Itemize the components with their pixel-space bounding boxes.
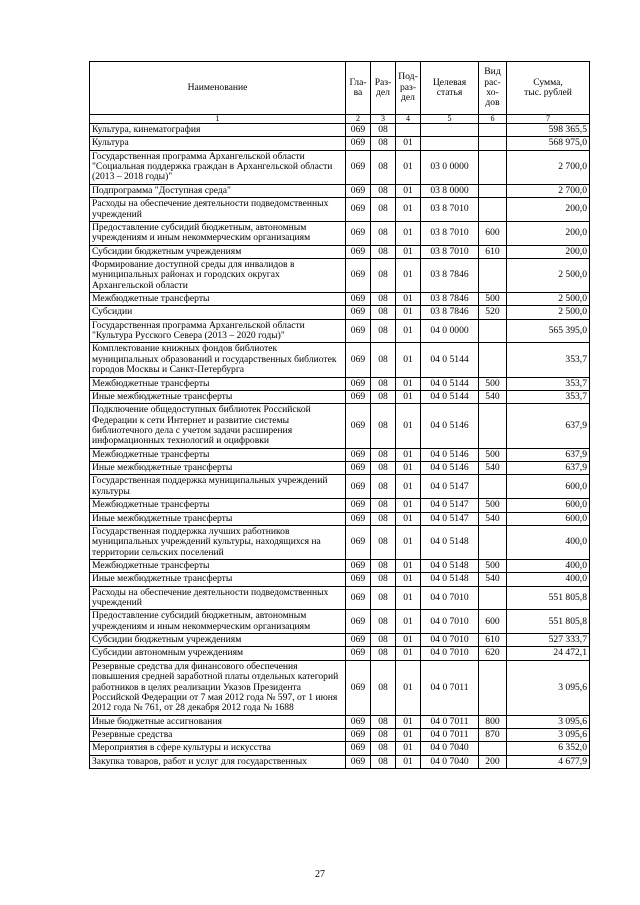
row-sum: 353,7 (507, 390, 590, 403)
row-name: Государственная программа Архангельской области "Социальная поддержка граждан в Архангельской области (2013 – 2018 годы)" (90, 150, 346, 184)
row-sum: 400,0 (507, 525, 590, 559)
row-target: 04 0 5147 (421, 475, 479, 499)
row-name: Субсидии бюджетным учреждениям (90, 634, 346, 647)
row-razdel: 08 (371, 150, 396, 184)
row-glava: 069 (346, 610, 371, 634)
row-razdel: 08 (371, 647, 396, 660)
header-sum: Сумма, тыс. рублей (507, 62, 590, 115)
row-razdel: 08 (371, 343, 396, 377)
row-podrazdel: 01 (396, 755, 421, 768)
row-name: Субсидии автономным учреждениям (90, 647, 346, 660)
row-podrazdel: 01 (396, 742, 421, 755)
row-razdel: 08 (371, 462, 396, 475)
row-glava: 069 (346, 647, 371, 660)
row-podrazdel: 01 (396, 475, 421, 499)
row-sum: 353,7 (507, 343, 590, 377)
budget-document (89, 61, 589, 769)
row-name: Резервные средства для финансового обеспечения повышения средней заработной платы отдельных категорий работников в целях реализации Указов Президента Российской Федерации от 7 мая 2012 года № 597, от 1 июня 2012 года № 761, от 28 декабря 2012 года № 1688 (90, 660, 346, 715)
table-row (90, 610, 590, 634)
row-glava: 069 (346, 184, 371, 197)
row-target: 03 8 7010 (421, 221, 479, 245)
row-glava: 069 (346, 475, 371, 499)
row-sum: 2 500,0 (507, 258, 590, 292)
row-vid (479, 525, 507, 559)
row-vid: 540 (479, 512, 507, 525)
row-razdel: 08 (371, 390, 396, 403)
row-target: 04 0 5147 (421, 512, 479, 525)
row-vid (479, 124, 507, 137)
table-row (90, 306, 590, 319)
row-glava: 069 (346, 258, 371, 292)
column-number-row (90, 115, 590, 124)
row-vid (479, 137, 507, 150)
row-glava: 069 (346, 512, 371, 525)
table-row (90, 462, 590, 475)
row-glava: 069 (346, 634, 371, 647)
row-razdel: 08 (371, 404, 396, 448)
row-name: Предоставление субсидий бюджетным, автономным учреждениям и иным некоммерческим организациям (90, 610, 346, 634)
row-target: 04 0 5148 (421, 573, 479, 586)
header-vid: Вид рас- хо- дов (479, 62, 507, 115)
row-name: Расходы на обеспечение деятельности подведомственных учреждений (90, 198, 346, 222)
table-row (90, 634, 590, 647)
table-row (90, 390, 590, 403)
row-sum: 565 395,0 (507, 319, 590, 343)
table-row (90, 647, 590, 660)
row-name: Предоставление субсидий бюджетным, автономным учреждениям и иным некоммерческим организациям (90, 221, 346, 245)
row-sum: 353,7 (507, 377, 590, 390)
row-target (421, 137, 479, 150)
row-podrazdel (396, 124, 421, 137)
table-row (90, 377, 590, 390)
row-target: 03 8 7010 (421, 245, 479, 258)
row-podrazdel: 01 (396, 343, 421, 377)
row-podrazdel: 01 (396, 319, 421, 343)
row-glava: 069 (346, 742, 371, 755)
row-sum: 637,9 (507, 448, 590, 461)
row-target: 04 0 7011 (421, 660, 479, 715)
row-vid (479, 475, 507, 499)
row-target: 04 0 7040 (421, 755, 479, 768)
row-sum: 551 805,8 (507, 610, 590, 634)
row-glava: 069 (346, 293, 371, 306)
table-row (90, 293, 590, 306)
row-sum: 600,0 (507, 512, 590, 525)
row-sum: 600,0 (507, 475, 590, 499)
row-razdel: 08 (371, 124, 396, 137)
row-name: Иные бюджетные ассигнования (90, 715, 346, 728)
row-sum: 527 333,7 (507, 634, 590, 647)
row-vid (479, 319, 507, 343)
row-sum: 600,0 (507, 499, 590, 512)
row-name: Мероприятия в сфере культуры и искусства (90, 742, 346, 755)
row-sum: 400,0 (507, 559, 590, 572)
row-target: 04 0 5147 (421, 499, 479, 512)
row-razdel: 08 (371, 198, 396, 222)
row-vid (479, 404, 507, 448)
row-sum: 637,9 (507, 404, 590, 448)
row-podrazdel: 01 (396, 448, 421, 461)
table-row (90, 755, 590, 768)
row-podrazdel: 01 (396, 573, 421, 586)
row-razdel: 08 (371, 319, 396, 343)
row-razdel: 08 (371, 586, 396, 610)
row-vid: 540 (479, 573, 507, 586)
row-target: 04 0 5148 (421, 525, 479, 559)
row-razdel: 08 (371, 448, 396, 461)
row-target: 04 0 7040 (421, 742, 479, 755)
row-sum: 637,9 (507, 462, 590, 475)
table-row (90, 573, 590, 586)
row-vid: 500 (479, 559, 507, 572)
row-vid: 540 (479, 462, 507, 475)
table-row (90, 499, 590, 512)
row-glava: 069 (346, 586, 371, 610)
budget-table (89, 61, 590, 769)
row-podrazdel: 01 (396, 184, 421, 197)
row-sum: 200,0 (507, 198, 590, 222)
row-vid (479, 198, 507, 222)
row-target: 04 0 5144 (421, 343, 479, 377)
row-vid (479, 150, 507, 184)
row-vid: 610 (479, 634, 507, 647)
row-name: Межбюджетные трансферты (90, 293, 346, 306)
table-row (90, 448, 590, 461)
row-name: Межбюджетные трансферты (90, 559, 346, 572)
table-row (90, 728, 590, 741)
row-razdel: 08 (371, 660, 396, 715)
row-target: 04 0 7010 (421, 610, 479, 634)
row-name: Подпрограмма "Доступная среда" (90, 184, 346, 197)
row-podrazdel: 01 (396, 221, 421, 245)
table-row (90, 198, 590, 222)
row-razdel: 08 (371, 610, 396, 634)
row-name: Подключение общедоступных библиотек Российской Федерации к сети Интернет и развитие системы библиотечного дела с учетом задачи расширения информационных технологий и оцифровки (90, 404, 346, 448)
row-target: 03 8 0000 (421, 184, 479, 197)
row-podrazdel: 01 (396, 258, 421, 292)
row-vid: 800 (479, 715, 507, 728)
row-vid (479, 586, 507, 610)
row-glava: 069 (346, 660, 371, 715)
row-podrazdel: 01 (396, 634, 421, 647)
row-razdel: 08 (371, 715, 396, 728)
row-glava: 069 (346, 573, 371, 586)
row-podrazdel: 01 (396, 499, 421, 512)
row-podrazdel: 01 (396, 586, 421, 610)
row-podrazdel: 01 (396, 728, 421, 741)
row-vid: 610 (479, 245, 507, 258)
row-sum: 4 677,9 (507, 755, 590, 768)
column-number: 2 (346, 115, 371, 124)
page-number: 27 (315, 869, 325, 880)
row-sum: 2 700,0 (507, 184, 590, 197)
row-glava: 069 (346, 499, 371, 512)
row-name: Государственная программа Архангельской области "Культура Русского Севера (2013 – 2020 годы)" (90, 319, 346, 343)
table-row (90, 245, 590, 258)
row-target: 04 0 5146 (421, 448, 479, 461)
row-glava: 069 (346, 150, 371, 184)
row-vid: 500 (479, 293, 507, 306)
column-number: 6 (479, 115, 507, 124)
row-glava: 069 (346, 404, 371, 448)
row-vid: 500 (479, 448, 507, 461)
row-target: 03 0 0000 (421, 150, 479, 184)
row-podrazdel: 01 (396, 137, 421, 150)
table-row (90, 258, 590, 292)
row-sum: 3 095,6 (507, 728, 590, 741)
row-vid: 200 (479, 755, 507, 768)
row-name: Межбюджетные трансферты (90, 377, 346, 390)
row-sum: 200,0 (507, 221, 590, 245)
row-vid: 620 (479, 647, 507, 660)
row-sum: 400,0 (507, 573, 590, 586)
row-razdel: 08 (371, 137, 396, 150)
table-row (90, 124, 590, 137)
row-sum: 3 095,6 (507, 660, 590, 715)
row-name: Комплектование книжных фондов библиотек муниципальных образований и государственных библиотек городов Москвы и Санкт-Петербурга (90, 343, 346, 377)
row-target: 04 0 0000 (421, 319, 479, 343)
row-glava: 069 (346, 462, 371, 475)
column-number: 3 (371, 115, 396, 124)
row-razdel: 08 (371, 475, 396, 499)
table-row (90, 660, 590, 715)
table-row (90, 319, 590, 343)
table-row (90, 150, 590, 184)
row-glava: 069 (346, 755, 371, 768)
row-glava: 069 (346, 198, 371, 222)
row-podrazdel: 01 (396, 559, 421, 572)
row-target: 04 0 5144 (421, 377, 479, 390)
row-razdel: 08 (371, 742, 396, 755)
row-target: 04 0 7011 (421, 715, 479, 728)
header-glava: Гла- ва (346, 62, 371, 115)
row-podrazdel: 01 (396, 377, 421, 390)
table-row (90, 137, 590, 150)
row-vid: 540 (479, 390, 507, 403)
row-name: Иные межбюджетные трансферты (90, 573, 346, 586)
row-glava: 069 (346, 137, 371, 150)
row-name: Межбюджетные трансферты (90, 448, 346, 461)
row-podrazdel: 01 (396, 525, 421, 559)
row-vid: 600 (479, 221, 507, 245)
row-razdel: 08 (371, 293, 396, 306)
row-razdel: 08 (371, 559, 396, 572)
row-glava: 069 (346, 377, 371, 390)
row-name: Резервные средства (90, 728, 346, 741)
row-sum: 2 700,0 (507, 150, 590, 184)
row-podrazdel: 01 (396, 293, 421, 306)
row-glava: 069 (346, 124, 371, 137)
row-glava: 069 (346, 245, 371, 258)
row-sum: 551 805,8 (507, 586, 590, 610)
row-sum: 200,0 (507, 245, 590, 258)
row-name: Межбюджетные трансферты (90, 499, 346, 512)
column-number: 7 (507, 115, 590, 124)
row-target: 03 8 7010 (421, 198, 479, 222)
table-row (90, 525, 590, 559)
header-razdel: Раз- дел (371, 62, 396, 115)
row-vid (479, 742, 507, 755)
row-podrazdel: 01 (396, 512, 421, 525)
table-row (90, 715, 590, 728)
row-name: Субсидии (90, 306, 346, 319)
table-row (90, 475, 590, 499)
row-name: Государственная поддержка муниципальных учреждений культуры (90, 475, 346, 499)
row-vid: 870 (479, 728, 507, 741)
row-razdel: 08 (371, 755, 396, 768)
row-podrazdel: 01 (396, 306, 421, 319)
row-podrazdel: 01 (396, 150, 421, 184)
row-sum: 2 500,0 (507, 306, 590, 319)
row-razdel: 08 (371, 377, 396, 390)
table-row (90, 184, 590, 197)
row-name: Иные межбюджетные трансферты (90, 462, 346, 475)
table-row (90, 404, 590, 448)
row-glava: 069 (346, 306, 371, 319)
row-target: 03 8 7846 (421, 293, 479, 306)
row-podrazdel: 01 (396, 198, 421, 222)
table-row (90, 586, 590, 610)
row-razdel: 08 (371, 728, 396, 741)
row-vid (479, 660, 507, 715)
row-name: Закупка товаров, работ и услуг для государственных (90, 755, 346, 768)
row-sum: 24 472,1 (507, 647, 590, 660)
row-glava: 069 (346, 448, 371, 461)
row-name: Субсидии бюджетным учреждениям (90, 245, 346, 258)
row-razdel: 08 (371, 573, 396, 586)
row-target: 04 0 5144 (421, 390, 479, 403)
row-target: 03 8 7846 (421, 306, 479, 319)
row-glava: 069 (346, 343, 371, 377)
row-vid (479, 258, 507, 292)
row-razdel: 08 (371, 221, 396, 245)
row-target: 04 0 5146 (421, 462, 479, 475)
row-name: Государственная поддержка лучших работников муниципальных учреждений культуры, находящихся на территории сельских поселений (90, 525, 346, 559)
row-sum: 2 500,0 (507, 293, 590, 306)
row-glava: 069 (346, 728, 371, 741)
row-vid: 520 (479, 306, 507, 319)
row-target: 04 0 7010 (421, 634, 479, 647)
column-number: 4 (396, 115, 421, 124)
row-name: Иные межбюджетные трансферты (90, 390, 346, 403)
table-header-row (90, 62, 590, 115)
row-glava: 069 (346, 221, 371, 245)
table-row (90, 343, 590, 377)
row-target: 04 0 7010 (421, 586, 479, 610)
row-glava: 069 (346, 390, 371, 403)
row-target: 04 0 5146 (421, 404, 479, 448)
row-sum: 568 975,0 (507, 137, 590, 150)
row-glava: 069 (346, 715, 371, 728)
row-vid (479, 184, 507, 197)
row-podrazdel: 01 (396, 390, 421, 403)
row-target: 03 8 7846 (421, 258, 479, 292)
row-vid: 600 (479, 610, 507, 634)
row-name: Формирование доступной среды для инвалидов в муниципальных районах и городских округах Архангельской области (90, 258, 346, 292)
table-row (90, 742, 590, 755)
table-row (90, 512, 590, 525)
row-sum: 598 365,5 (507, 124, 590, 137)
row-vid (479, 343, 507, 377)
row-sum: 6 352,0 (507, 742, 590, 755)
row-podrazdel: 01 (396, 462, 421, 475)
table-row (90, 221, 590, 245)
row-razdel: 08 (371, 306, 396, 319)
row-glava: 069 (346, 525, 371, 559)
row-target (421, 124, 479, 137)
row-podrazdel: 01 (396, 660, 421, 715)
header-name: Наименование (90, 62, 346, 115)
row-razdel: 08 (371, 512, 396, 525)
row-razdel: 08 (371, 245, 396, 258)
row-target: 04 0 5148 (421, 559, 479, 572)
row-podrazdel: 01 (396, 647, 421, 660)
column-number: 5 (421, 115, 479, 124)
row-glava: 069 (346, 319, 371, 343)
row-vid: 500 (479, 499, 507, 512)
row-name: Расходы на обеспечение деятельности подведомственных учреждений (90, 586, 346, 610)
row-name: Иные межбюджетные трансферты (90, 512, 346, 525)
row-sum: 3 095,6 (507, 715, 590, 728)
row-razdel: 08 (371, 525, 396, 559)
row-glava: 069 (346, 559, 371, 572)
table-row (90, 559, 590, 572)
row-name: Культура, кинематография (90, 124, 346, 137)
row-podrazdel: 01 (396, 715, 421, 728)
row-podrazdel: 01 (396, 245, 421, 258)
row-target: 04 0 7010 (421, 647, 479, 660)
row-name: Культура (90, 137, 346, 150)
column-number: 1 (90, 115, 346, 124)
row-razdel: 08 (371, 258, 396, 292)
row-razdel: 08 (371, 184, 396, 197)
header-podrazdel: Под- раз- дел (396, 62, 421, 115)
row-razdel: 08 (371, 634, 396, 647)
row-podrazdel: 01 (396, 610, 421, 634)
row-razdel: 08 (371, 499, 396, 512)
row-vid: 500 (479, 377, 507, 390)
row-target: 04 0 7011 (421, 728, 479, 741)
row-podrazdel: 01 (396, 404, 421, 448)
header-target: Целевая статья (421, 62, 479, 115)
